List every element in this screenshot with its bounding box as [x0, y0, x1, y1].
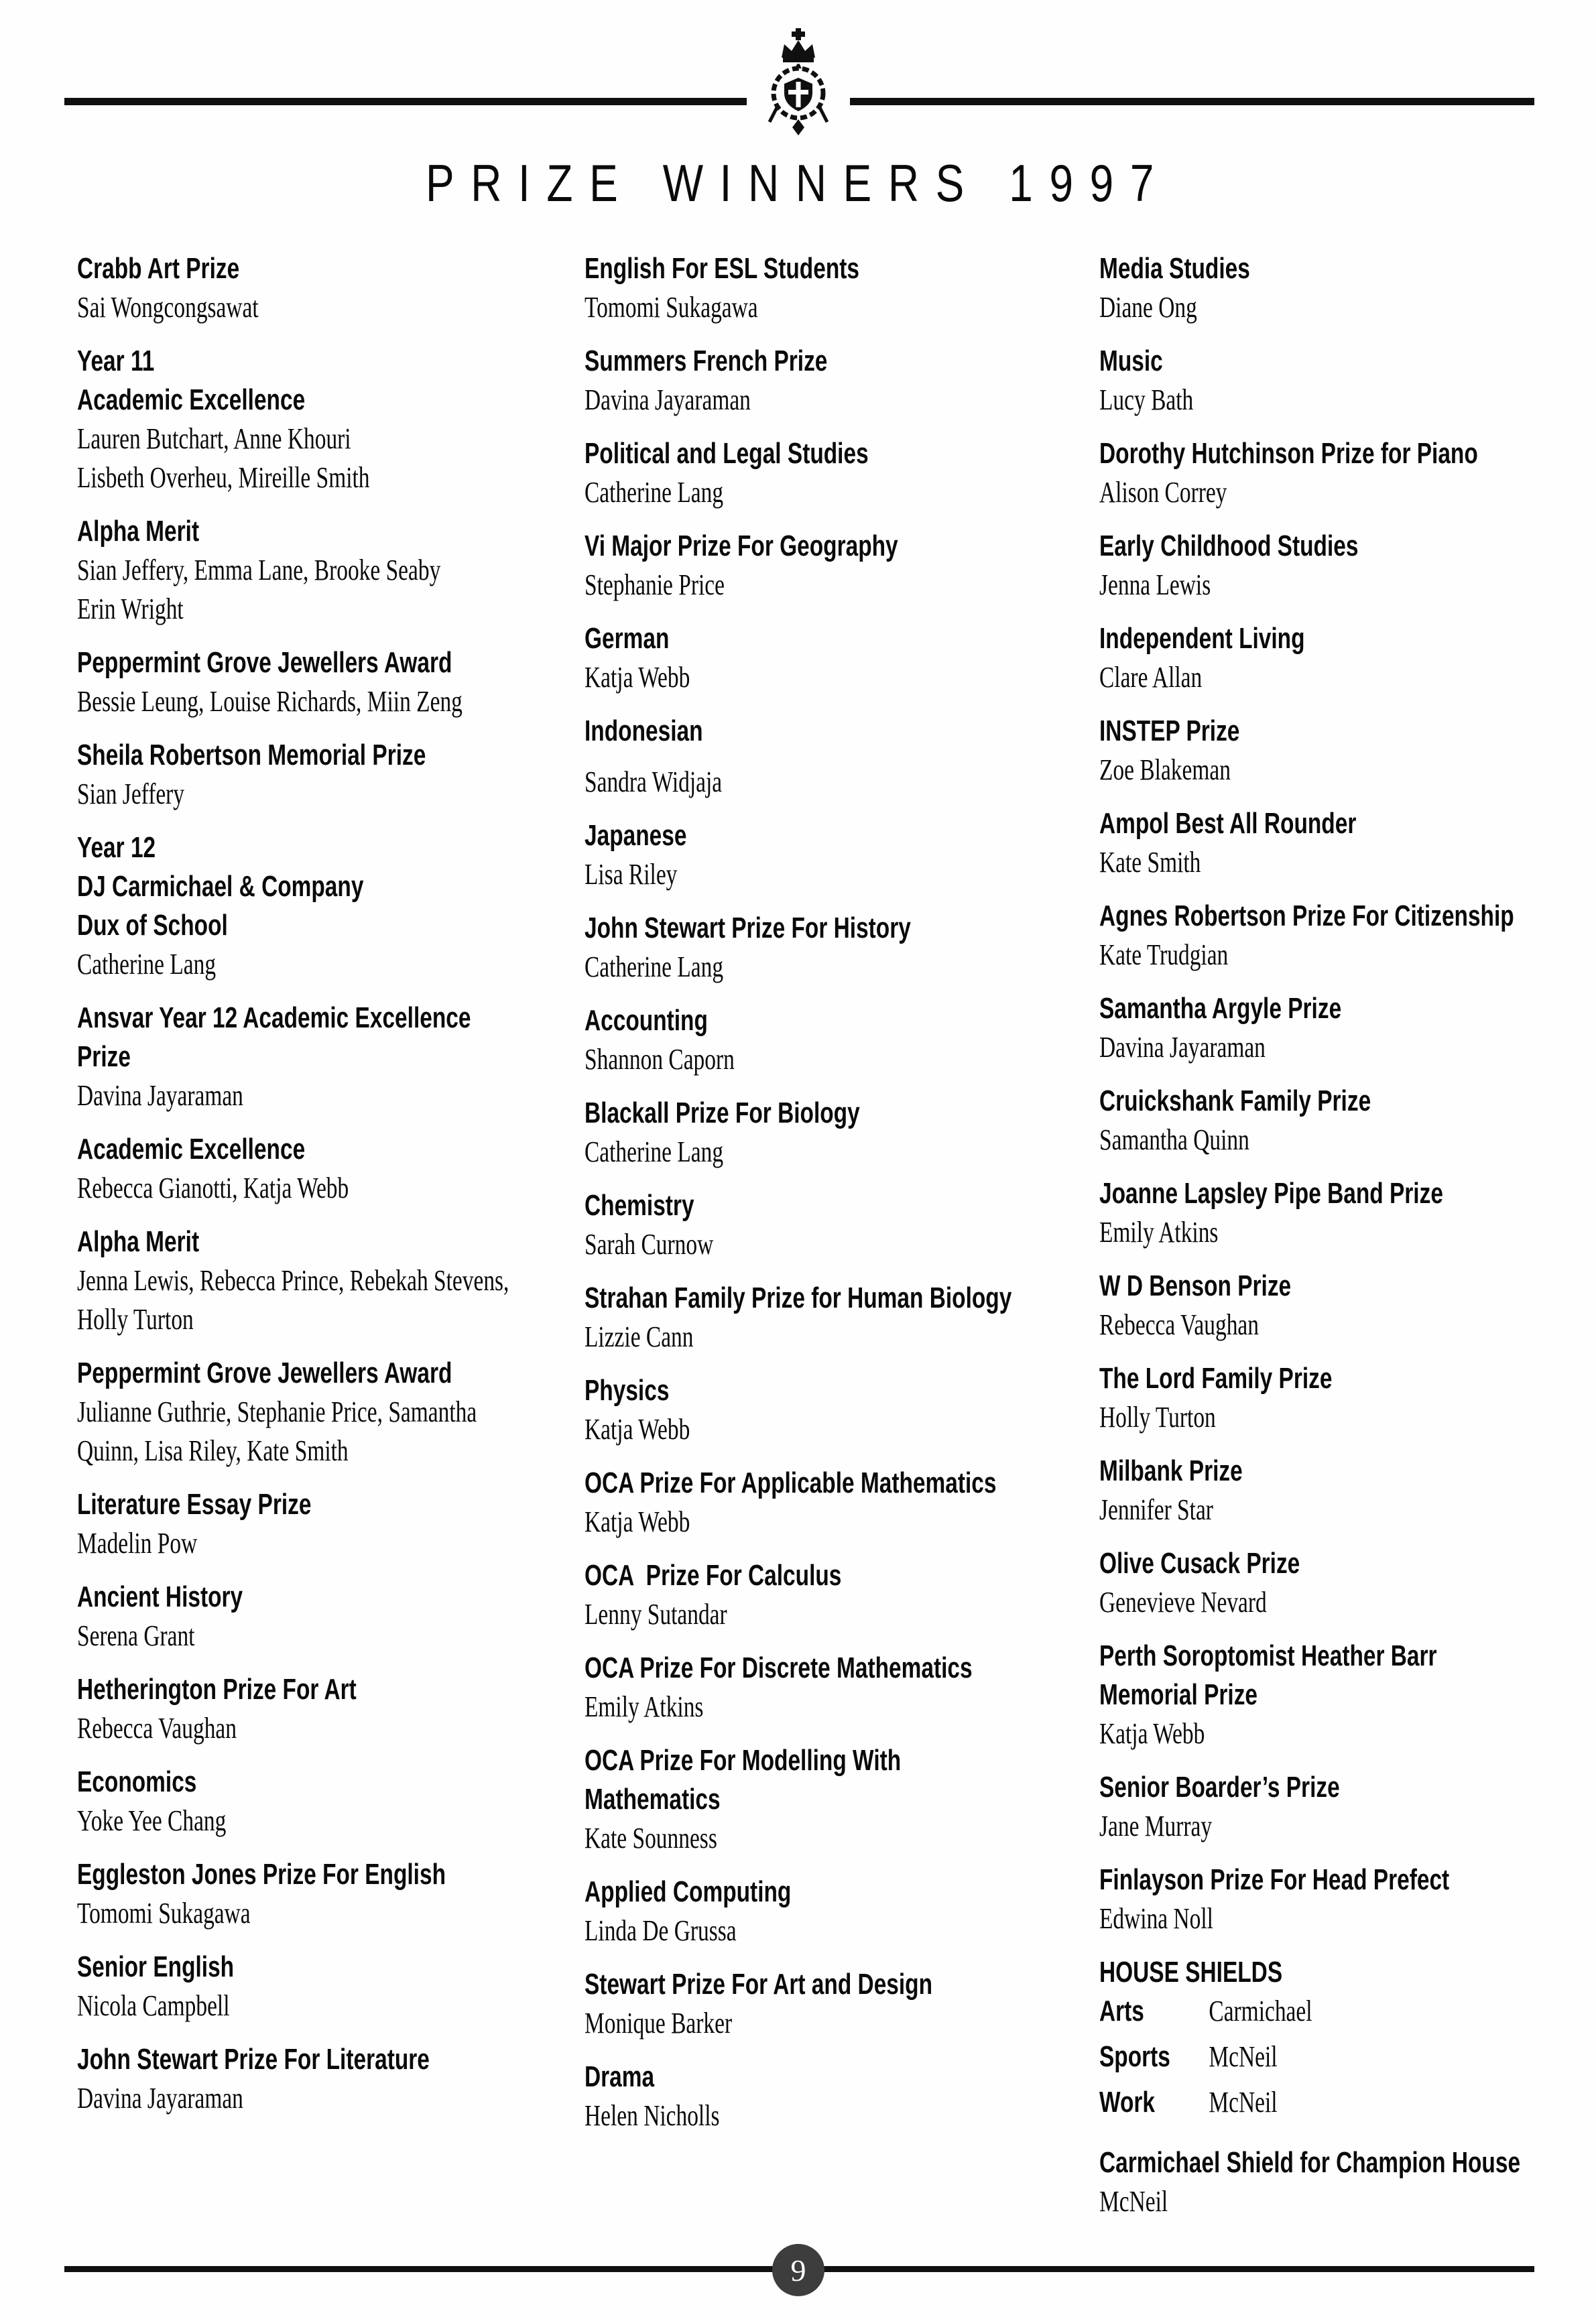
prize-column-3 [1099, 249, 1572, 2236]
prize-column-1 [77, 249, 550, 2133]
prize-entry [77, 512, 550, 629]
prize-entry [585, 249, 1057, 327]
prize-title-line: INSTEP Prize [1099, 714, 1240, 747]
house-shield-row [1099, 1992, 1459, 2038]
winner-name-line: Catherine Lang [585, 476, 724, 509]
winner-name-line: Holly Turton [1099, 1401, 1216, 1434]
prize-entry [77, 2040, 550, 2118]
prize-title-line: Year 11 [77, 345, 155, 377]
prize-title-line: Drama [585, 2060, 655, 2093]
prize-entry [585, 909, 1057, 987]
winner-name-line: Lisbeth Overheu, Mireille Smith [77, 461, 370, 494]
winner-name-line: Erin Wright [77, 592, 184, 625]
prize-title-line: German [585, 622, 670, 655]
winner-name-line: Bessie Leung, Louise Richards, Miin Zeng [77, 685, 463, 718]
prize-entry [585, 1741, 1057, 1858]
prize-entry [585, 527, 1057, 605]
winner-name-line: Jenna Lewis [1099, 568, 1211, 601]
prize-title-line: Economics [77, 1765, 197, 1798]
prize-entry [77, 249, 550, 327]
winner-name-line: Catherine Lang [77, 948, 217, 981]
winner-name-line: McNeil [1099, 2185, 1168, 2218]
prize-entry [1099, 1953, 1572, 2129]
winner-name-line: Kate Sounness [585, 1822, 717, 1855]
prize-entry [77, 1485, 550, 1563]
prize-entry [1099, 989, 1572, 1067]
prize-entry [585, 816, 1057, 894]
prize-title-line: Ampol Best All Rounder [1099, 807, 1357, 840]
prize-title-line: Agnes Robertson Prize For Citizenship [1099, 899, 1514, 932]
winner-name-line: Rebecca Vaughan [77, 1712, 237, 1745]
prize-entry [585, 1556, 1057, 1634]
prize-entry [585, 1464, 1057, 1542]
winner-name-line: Lizzie Cann [585, 1320, 694, 1353]
winner-name-line: Yoke Yee Chang [77, 1804, 227, 1837]
winner-name-line: Sarah Curnow [585, 1228, 714, 1261]
prize-title-line: Accounting [585, 1004, 708, 1037]
prize-title-line: OCA Prize For Discrete Mathematics [585, 1651, 973, 1684]
prize-title-line: Academic Excellence [77, 383, 306, 416]
prize-entry [1099, 1267, 1572, 1344]
prize-entry [585, 342, 1057, 420]
prize-entry [77, 342, 550, 497]
prize-title-line: Peppermint Grove Jewellers Award [77, 646, 452, 679]
prize-title-line: Sheila Robertson Memorial Prize [77, 739, 426, 771]
house-shield-row [1099, 2038, 1459, 2083]
prize-entry [1099, 434, 1572, 512]
winner-name-line: Lucy Bath [1099, 383, 1194, 416]
house-shield-category: Arts [1099, 1995, 1144, 2027]
prize-title-line: Peppermint Grove Jewellers Award [77, 1357, 452, 1389]
winner-name-line: Monique Barker [585, 2007, 733, 2040]
prize-title-line: Literature Essay Prize [77, 1488, 312, 1521]
winner-name-line: Quinn, Lisa Riley, Kate Smith [77, 1434, 349, 1467]
prize-entry [77, 999, 550, 1115]
prize-entry [77, 828, 550, 984]
prize-title-line: OCA Prize For Modelling With [585, 1744, 902, 1777]
winner-name-line: Catherine Lang [585, 1135, 724, 1168]
prize-entry [77, 1948, 550, 2025]
prize-title-line: The Lord Family Prize [1099, 1362, 1333, 1395]
prize-entry [585, 1001, 1057, 1079]
winner-name-line: Sai Wongcongsawat [77, 291, 259, 324]
prize-entry [77, 1855, 550, 1933]
winner-name-line: Clare Allan [1099, 661, 1203, 694]
prize-title-line: Eggleston Jones Prize For English [77, 1858, 446, 1891]
winner-name-line: Shannon Caporn [585, 1043, 735, 1076]
prize-title-line: Academic Excellence [77, 1133, 306, 1166]
house-shield-winner: McNeil [1209, 2040, 1278, 2073]
prize-entry [585, 1649, 1057, 1727]
prize-entry [1099, 712, 1572, 790]
winner-name-line: Davina Jayaraman [585, 383, 751, 416]
winner-name-line: Lauren Butchart, Anne Khouri [77, 422, 351, 455]
winner-name-line: Serena Grant [77, 1619, 195, 1652]
prize-title-line: Finlayson Prize For Head Prefect [1099, 1863, 1450, 1896]
prize-entry [77, 643, 550, 721]
winner-name-line: Emily Atkins [1099, 1216, 1219, 1249]
page-number: 9 [790, 2253, 806, 2288]
winner-name-line: Stephanie Price [585, 568, 725, 601]
page-number-badge [772, 2244, 824, 2296]
winner-name-line: Samantha Quinn [1099, 1123, 1249, 1156]
prize-title-line: Independent Living [1099, 622, 1305, 655]
prize-title-line: Indonesian [585, 714, 703, 747]
prize-title-line: OCA Prize For Applicable Mathematics [585, 1466, 997, 1499]
prize-title-line: Dux of School [77, 909, 228, 942]
winner-name-line: Jennifer Star [1099, 1493, 1213, 1526]
winner-name-line: Genevieve Nevard [1099, 1586, 1267, 1619]
prize-entry [585, 434, 1057, 512]
winner-name-line: Holly Turton [77, 1303, 194, 1336]
winner-name-line: Lenny Sutandar [585, 1598, 727, 1631]
winner-name-line: Sian Jeffery [77, 777, 185, 810]
prize-title-line: Perth Soroptomist Heather Barr [1099, 1639, 1437, 1672]
prize-title-line: Vi Major Prize For Geography [585, 529, 898, 562]
prize-title-line: English For ESL Students [585, 252, 859, 285]
prize-entry [1099, 1359, 1572, 1437]
prize-title-line: Music [1099, 345, 1163, 377]
prize-entry [1099, 2143, 1572, 2221]
prize-title-line: Chemistry [585, 1189, 694, 1222]
prize-entry [585, 1094, 1057, 1172]
prize-title-line: OCA Prize For Calculus [585, 1559, 842, 1592]
prize-entry [1099, 527, 1572, 605]
prize-title-line: Strahan Family Prize for Human Biology [585, 1281, 1012, 1314]
prize-title-line: Alpha Merit [77, 515, 200, 548]
prize-entry [585, 1873, 1057, 1950]
prize-title-line: Applied Computing [585, 1875, 792, 1908]
prize-entry [1099, 342, 1572, 420]
prize-entry [585, 712, 1057, 802]
prize-title-line: Year 12 [77, 831, 156, 864]
prize-title-line: W D Benson Prize [1099, 1269, 1292, 1302]
house-shield-winner: Carmichael [1209, 1995, 1312, 2027]
prize-title-line: Joanne Lapsley Pipe Band Prize [1099, 1177, 1443, 1210]
prize-title-line: Senior Boarder’s Prize [1099, 1771, 1340, 1804]
prize-title-line: HOUSE SHIELDS [1099, 1956, 1283, 1989]
prize-entry [1099, 1637, 1572, 1753]
winner-name-line: Lisa Riley [585, 858, 678, 891]
house-shield-row [1099, 2083, 1459, 2129]
winner-name-line: Davina Jayaraman [1099, 1031, 1266, 1064]
prize-entry [585, 619, 1057, 697]
house-shield-category: Work [1099, 2086, 1156, 2119]
winner-name-line: Rebecca Vaughan [1099, 1308, 1259, 1341]
prize-title-line: Japanese [585, 819, 687, 852]
prize-entry [1099, 1174, 1572, 1252]
school-crest-icon [747, 28, 850, 145]
prize-title-line: Senior English [77, 1950, 235, 1983]
prize-entry [77, 1223, 550, 1339]
winner-name-line: Katja Webb [1099, 1717, 1205, 1750]
prize-title-line: Crabb Art Prize [77, 252, 240, 285]
winner-name-line: Zoe Blakeman [1099, 753, 1231, 786]
prize-title-line: Ancient History [77, 1580, 243, 1613]
prize-entry [585, 1186, 1057, 1264]
winner-name-line: Kate Trudgian [1099, 938, 1229, 971]
prize-title-line: Olive Cusack Prize [1099, 1547, 1300, 1580]
prize-entry [1099, 619, 1572, 697]
winner-name-line: Julianne Guthrie, Stephanie Price, Samantha [77, 1395, 477, 1428]
winner-name-line: Davina Jayaraman [77, 1079, 243, 1112]
prize-entry [585, 1279, 1057, 1357]
winner-name-line: Catherine Lang [585, 950, 724, 983]
winner-name-line: Sian Jeffery, Emma Lane, Brooke Seaby [77, 554, 441, 586]
prize-entry [1099, 1768, 1572, 1846]
winner-name-line: Helen Nicholls [585, 2099, 720, 2132]
winner-name-line: Emily Atkins [585, 1690, 704, 1723]
prize-title-line: Carmichael Shield for Champion House [1099, 2146, 1521, 2179]
prize-entry [585, 1965, 1057, 2043]
winner-name-line: Tomomi Sukagawa [77, 1897, 251, 1930]
winner-name-line: Rebecca Gianotti, Katja Webb [77, 1172, 349, 1204]
prize-title-line: Summers French Prize [585, 345, 828, 377]
prize-title-line: DJ Carmichael & Company [77, 870, 364, 903]
prize-entry [1099, 249, 1572, 327]
house-shield-category: Sports [1099, 2040, 1170, 2073]
prize-title-line: Alpha Merit [77, 1225, 200, 1258]
house-shield-winner: McNeil [1209, 2086, 1278, 2119]
page-title: PRIZE WINNERS 1997 [425, 153, 1170, 212]
winner-name-line: Davina Jayaraman [77, 2082, 243, 2115]
prize-title-line: Cruickshank Family Prize [1099, 1084, 1371, 1117]
prize-title-line: Prize [77, 1040, 131, 1073]
prize-title-line: Media Studies [1099, 252, 1250, 285]
winner-name-line: Edwina Noll [1099, 1902, 1213, 1935]
prize-title-line: Hetherington Prize For Art [77, 1673, 357, 1706]
prize-title-line: Early Childhood Studies [1099, 529, 1359, 562]
winner-name-line: Diane Ong [1099, 291, 1197, 324]
prize-entry [1099, 1544, 1572, 1622]
prize-title-line: Ansvar Year 12 Academic Excellence [77, 1001, 471, 1034]
prize-entry [77, 1578, 550, 1655]
prize-entry [1099, 1861, 1572, 1938]
prize-title-line: Physics [585, 1374, 670, 1407]
winner-name-line: Kate Smith [1099, 846, 1201, 879]
prize-title-line: Stewart Prize For Art and Design [585, 1968, 933, 2001]
winner-name-line: Katja Webb [585, 1505, 690, 1538]
prize-entry [77, 1763, 550, 1840]
prize-entry [77, 1354, 550, 1470]
prize-title-line: Dorothy Hutchinson Prize for Piano [1099, 437, 1478, 470]
winner-name-line: Jenna Lewis, Rebecca Prince, Rebekah Stevens, [77, 1264, 509, 1297]
winner-name-line: Nicola Campbell [77, 1989, 230, 2022]
prize-entry [1099, 897, 1572, 975]
prize-title-line: Memorial Prize [1099, 1678, 1258, 1711]
prize-title-line: John Stewart Prize For Literature [77, 2043, 430, 2076]
prize-entry [1099, 1082, 1572, 1160]
prize-entry [1099, 804, 1572, 882]
prize-title-line: Blackall Prize For Biology [585, 1097, 860, 1129]
prize-entry [585, 1371, 1057, 1449]
prize-entry [1099, 1452, 1572, 1529]
prize-entry [77, 1670, 550, 1748]
prize-entry [77, 1130, 550, 1208]
winner-name-line: Madelin Pow [77, 1527, 198, 1560]
winner-name-line: Linda De Grussa [585, 1914, 737, 1947]
prize-entry [77, 736, 550, 814]
winner-name-line: Sandra Widjaja [585, 765, 723, 798]
winner-name-line: Alison Correy [1099, 476, 1227, 509]
prize-title-line: Mathematics [585, 1783, 721, 1816]
winner-name-line: Katja Webb [585, 1413, 690, 1446]
prize-entry [585, 2058, 1057, 2135]
prize-column-2 [585, 249, 1057, 2150]
winner-name-line: Jane Murray [1099, 1810, 1213, 1842]
prize-title-line: Samantha Argyle Prize [1099, 992, 1342, 1025]
winner-name-line: Tomomi Sukagawa [585, 291, 758, 324]
winner-name-line: Katja Webb [585, 661, 690, 694]
prize-title-line: Political and Legal Studies [585, 437, 869, 470]
prize-title-line: John Stewart Prize For History [585, 912, 911, 944]
prize-title-line: Milbank Prize [1099, 1454, 1243, 1487]
